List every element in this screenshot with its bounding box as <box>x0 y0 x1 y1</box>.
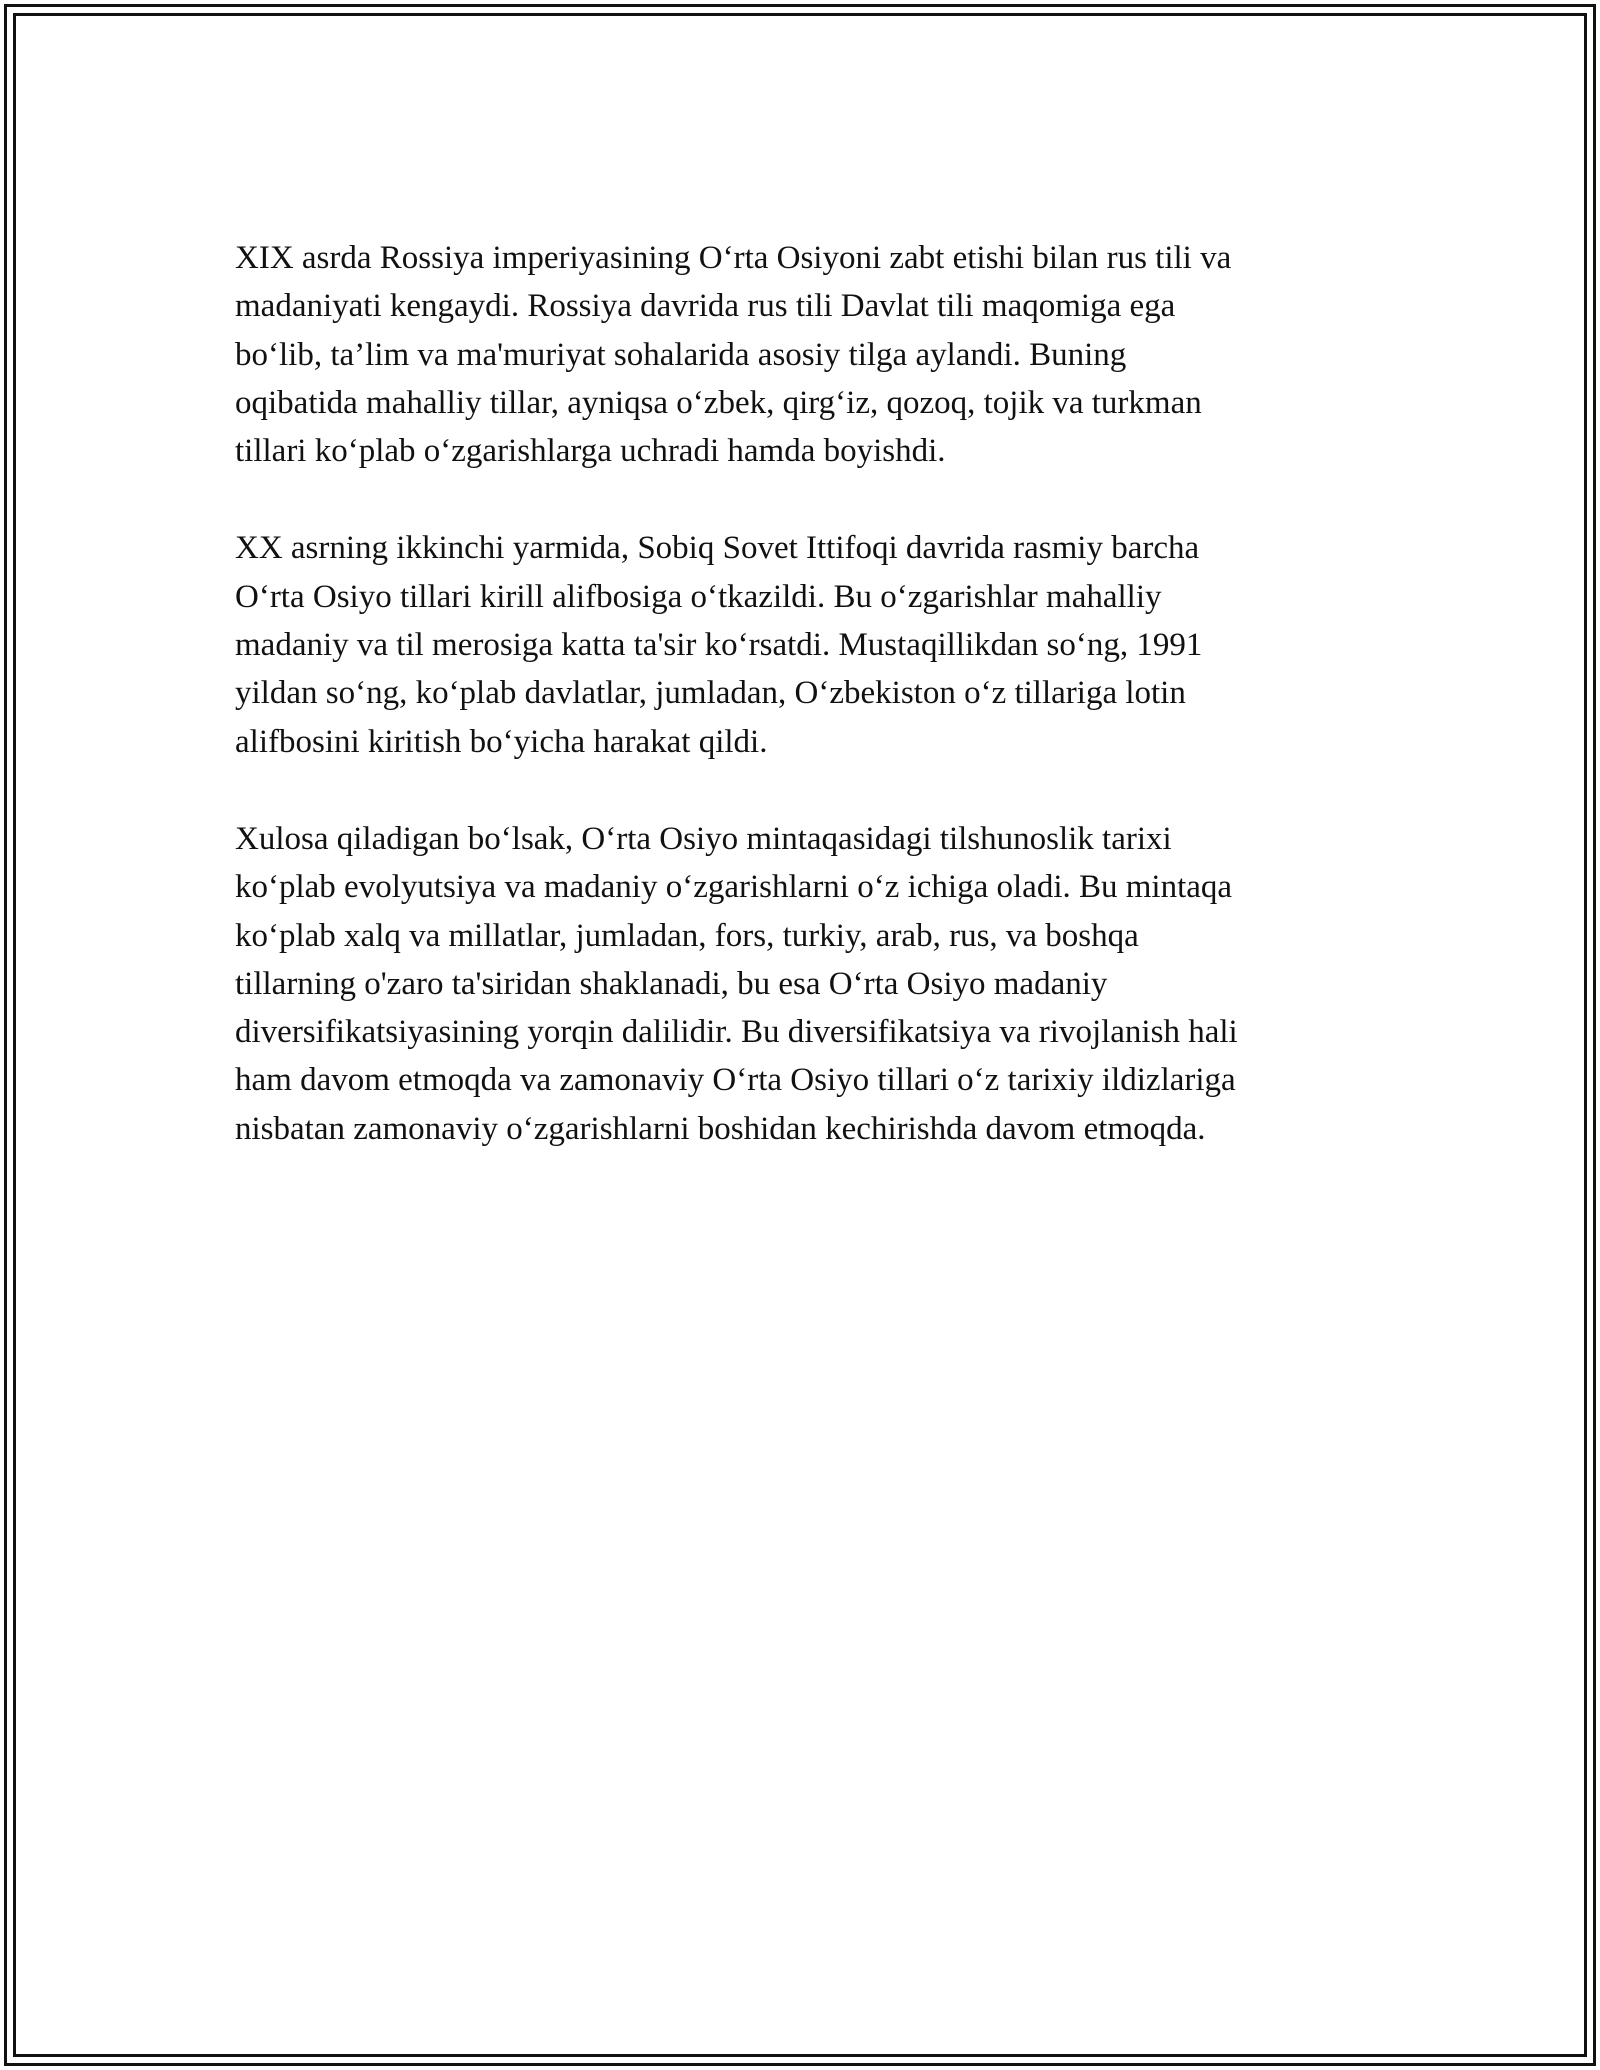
paragraph-conclusion <box>235 815 1365 1153</box>
text-line: diversifikatsiyasining yorqin dalilidir. Bu diversifikatsiya va rivojlanish hali <box>235 1014 1238 1051</box>
text-line: tillari ko‘plab o‘zgarishlarga uchradi hamda boyishdi. <box>235 433 946 470</box>
text-line: XIX asrda Rossiya imperiyasining O‘rta Osiyoni zabt etishi bilan rus tili va <box>235 240 1232 276</box>
paragraph-russian-empire <box>235 234 1365 475</box>
paragraph-soviet-era <box>235 524 1365 765</box>
text-line: alifbosini kiritish bo‘yicha harakat qildi. <box>235 723 768 760</box>
text-line: ko‘plab evolyutsiya va madaniy o‘zgarishlarni o‘z ichiga oladi. Bu mintaqa <box>235 869 1233 906</box>
text-line: bo‘lib, ta’lim va ma'muriyat sohalarida asosiy tilga aylandi. Buning <box>235 336 1127 373</box>
text-line: XX asrning ikkinchi yarmida, Sobiq Sovet Ittifoqi davrida rasmiy barcha <box>235 530 1200 567</box>
document-body <box>235 234 1365 1202</box>
text-line: nisbatan zamonaviy o‘zgarishlarni boshidan kechirishda davom etmoqda. <box>235 1110 1206 1147</box>
text-line: ham davom etmoqda va zamonaviy O‘rta Osiyo tillari o‘z tarixiy ildizlariga <box>235 1062 1236 1099</box>
text-line: ko‘plab xalq va millatlar, jumladan, fors, turkiy, arab, rus, va boshqa <box>235 917 1139 954</box>
text-line: madaniy va til merosiga katta ta'sir ko‘rsatdi. Mustaqillikdan so‘ng, 1991 <box>235 627 1203 664</box>
text-line: tillarning o'zaro ta'siridan shaklanadi, bu esa O‘rta Osiyo madaniy <box>235 965 1108 1002</box>
text-line: madaniyati kengaydi. Rossiya davrida rus tili Davlat tili maqomiga ega <box>235 288 1176 325</box>
text-line: Xulosa qiladigan bo‘lsak, O‘rta Osiyo mintaqasidagi tilshunoslik tarixi <box>235 820 1172 857</box>
text-line: oqibatida mahalliy tillar, ayniqsa o‘zbek, qirg‘iz, qozoq, tojik va turkman <box>235 384 1202 421</box>
text-line: O‘rta Osiyo tillari kirill alifbosiga o‘tkazildi. Bu o‘zgarishlar mahalliy <box>235 578 1162 615</box>
text-line: yildan so‘ng, ko‘plab davlatlar, jumladan, O‘zbekiston o‘z tillariga lotin <box>235 675 1186 712</box>
